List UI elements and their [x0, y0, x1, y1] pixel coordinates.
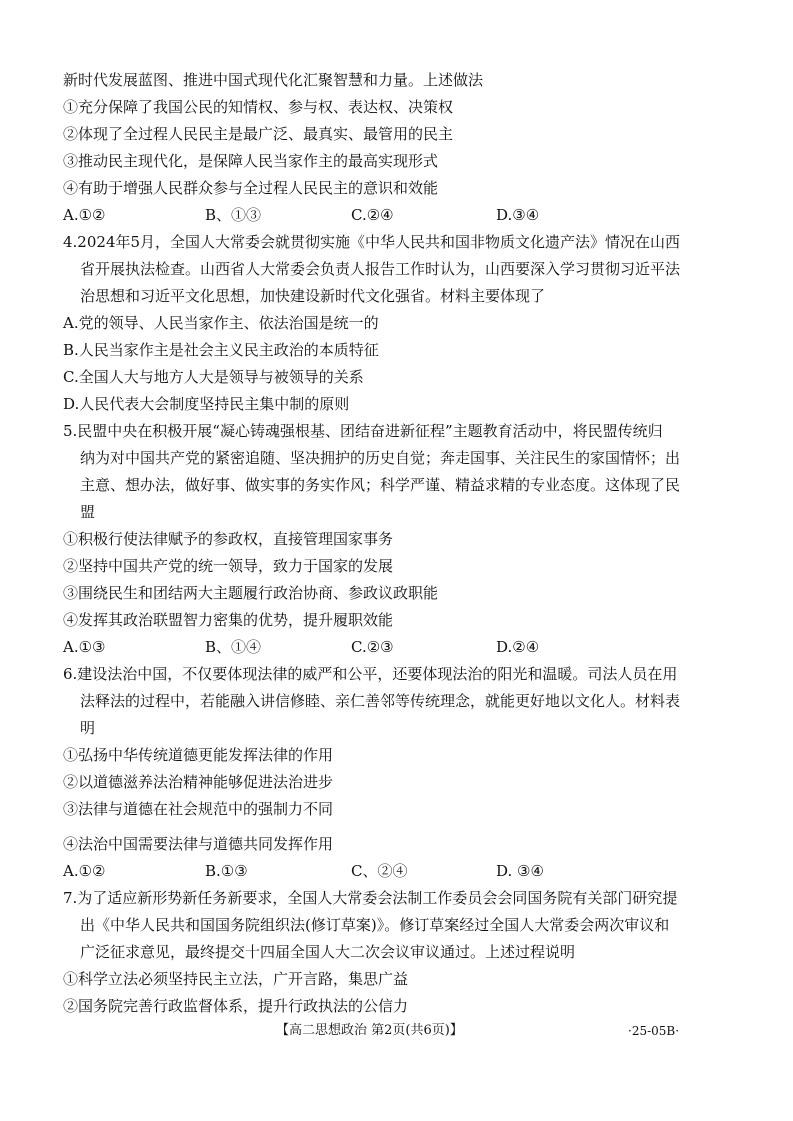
q7-stem-line-1: 7.为了适应新形势新任务新要求，全国人大常委会法制工作委员会会同国务院有关部门研究提: [63, 889, 678, 907]
q6-item-4: ④法治中国需要法律与道德共同发挥作用: [63, 835, 334, 853]
q4-option-a[interactable]: A.党的领导、人民当家作主、依法治国是统一的: [63, 314, 379, 332]
q4-option-b[interactable]: B.人民当家作主是社会主义民主政治的本质特征: [63, 341, 379, 359]
q6-item-2: ②以道德滋养法治精神能够促进法治进步: [63, 773, 334, 791]
q5-stem-line-2: 纳为对中国共产党的紧密追随、坚决拥护的历史自觉；奔走国事、关注民生的家国情怀；出: [80, 449, 681, 467]
q5-choices: [63, 637, 733, 657]
q5-choice-a[interactable]: A.①③: [63, 638, 106, 656]
q3-choices: [63, 205, 733, 225]
q6-item-1: ①弘扬中华传统道德更能发挥法律的作用: [63, 746, 334, 764]
q6-choice-c[interactable]: C、②④: [351, 862, 408, 880]
q6-stem-line-2: 法释法的过程中，若能融入讲信修睦、亲仁善邻等传统理念，就能更好地以文化人。材料表: [80, 692, 681, 710]
q3-item-1: ①充分保障了我国公民的知情权、参与权、表达权、决策权: [63, 98, 454, 116]
q6-choice-a[interactable]: A.①②: [63, 862, 106, 880]
q4-stem-line-3: 治思想和习近平文化思想，加快建设新时代文化强省。材料主要体现了: [80, 287, 546, 305]
q4-option-d[interactable]: D.人民代表大会制度坚持民主集中制的原则: [63, 395, 350, 413]
q5-choice-b[interactable]: B、①④: [205, 638, 262, 656]
q5-item-3: ③围绕民生和团结两大主题履行政治协商、参政议政职能: [63, 584, 439, 602]
q6-choice-d[interactable]: D. ③④: [496, 862, 544, 880]
q3-item-3: ③推动民主现代化，是保障人民当家作主的最高实现形式: [63, 152, 439, 170]
q5-choice-d[interactable]: D.②④: [496, 638, 540, 656]
q5-item-4: ④发挥其政治联盟智力密集的优势，提升履职效能: [63, 611, 394, 629]
q5-item-1: ①积极行使法律赋予的参政权，直接管理国家事务: [63, 530, 394, 548]
q5-choice-c[interactable]: C.②③: [351, 638, 394, 656]
q4-option-c[interactable]: C.全国人大与地方人大是领导与被领导的关系: [63, 368, 364, 386]
q6-choices: [63, 861, 733, 881]
q5-item-2: ②坚持中国共产党的统一领导，致力于国家的发展: [63, 557, 394, 575]
q3-stem-line: 新时代发展蓝图、推进中国式现代化汇聚智慧和力量。上述做法: [63, 71, 484, 89]
footer-page-info: 【高二思想政治 第2页(共6页)】: [276, 1023, 463, 1038]
q3-choice-a[interactable]: A.①②: [63, 206, 106, 224]
q7-stem-line-2: 出《中华人民共和国国务院组织法(修订草案)》。修订草案经过全国人大常委会两次审议和: [80, 916, 670, 934]
q3-item-2: ②体现了全过程人民民主是最广泛、最真实、最管用的民主: [63, 125, 454, 143]
q3-choice-b[interactable]: B、①③: [205, 206, 262, 224]
q3-choice-c[interactable]: C.②④: [351, 206, 394, 224]
q3-item-4: ④有助于增强人民群众参与全过程人民民主的意识和效能: [63, 179, 439, 197]
q4-stem-line-1: 4.2024年5月，全国人大常委会就贯彻实施《中华人民共和国非物质文化遗产法》情况在山西: [63, 233, 681, 251]
q4-stem-line-2: 省开展执法检查。山西省人大常委会负责人报告工作时认为，山西要深入学习贯彻习近平法: [80, 260, 681, 278]
q5-stem-line-4: 盟: [80, 503, 96, 521]
q6-choice-b[interactable]: B.①③: [205, 862, 248, 880]
q5-stem-line-3: 主意、想办法，做好事、做实事的务实作风；科学严谨、精益求精的专业态度。这体现了民: [80, 476, 681, 494]
q7-stem-line-3: 广泛征求意见，最终提交十四届全国人大二次会议审议通过。上述过程说明: [80, 943, 576, 961]
footer-exam-code: ·25-05B·: [628, 1024, 680, 1038]
q6-stem-line-1: 6.建设法治中国，不仅要体现法律的威严和公平，还要体现法治的阳光和温暖。司法人员在用: [63, 665, 678, 683]
q5-stem-line-1: 5.民盟中央在积极开展“凝心铸魂强根基、团结奋进新征程”主题教育活动中，将民盟传统归: [63, 422, 663, 440]
q7-item-1: ①科学立法必须坚持民主立法，广开言路，集思广益: [63, 970, 409, 988]
q3-choice-d[interactable]: D.③④: [496, 206, 540, 224]
page-footer: [0, 1021, 793, 1041]
q6-item-3: ③法律与道德在社会规范中的强制力不同: [63, 800, 334, 818]
q7-item-2: ②国务院完善行政监督体系，提升行政执法的公信力: [63, 997, 409, 1015]
q6-stem-line-3: 明: [80, 719, 96, 737]
